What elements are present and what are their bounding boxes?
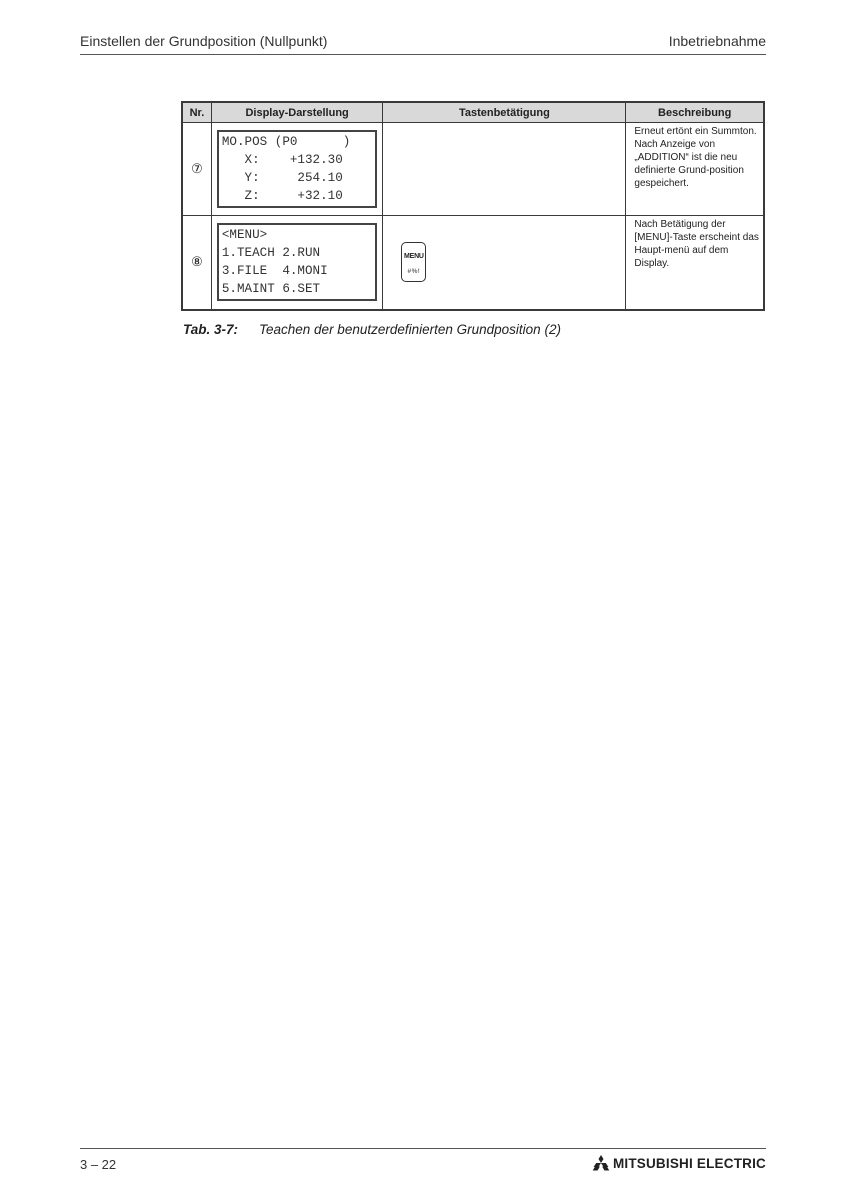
column-header-keys: Tastenbetätigung (383, 102, 626, 123)
brand-logo (592, 1155, 766, 1171)
menu-key-icon (401, 242, 426, 282)
caption-text: Teachen der benutzerdefinierten Grundposition (2) (259, 322, 561, 337)
column-header-description: Beschreibung (626, 102, 764, 123)
step-description: Nach Betätigung der [MENU]-Taste erscheint das Haupt-menü auf dem Display. (626, 216, 764, 310)
page-number: 3 – 22 (80, 1157, 117, 1172)
menu-key-label: MENU (403, 253, 424, 260)
display-cell (211, 123, 383, 216)
key-cell (383, 123, 626, 216)
lcd-display: <MENU> 1.TEACH 2.RUN 3.FILE 4.MONI 5.MAINT 6.SET (217, 223, 377, 301)
display-cell (211, 216, 383, 310)
procedure-table (181, 101, 765, 311)
table-row (182, 216, 764, 310)
table-caption (183, 322, 561, 337)
caption-number: Tab. 3-7: (183, 322, 239, 337)
menu-key-sublabel: #%! (407, 268, 421, 275)
table-header-row (182, 102, 764, 123)
key-cell (383, 216, 626, 310)
header-chapter-title: Einstellen der Grundposition (Nullpunkt) (80, 33, 328, 49)
mitsubishi-three-diamonds-icon (592, 1155, 610, 1171)
column-header-nr: Nr. (182, 102, 211, 123)
lcd-display: MO.POS (P0 ) X: +132.30 Y: 254.10 Z: +32.10 (217, 130, 377, 208)
brand-name: MITSUBISHI ELECTRIC (612, 1155, 766, 1171)
header-section-title: Inbetriebnahme (668, 33, 766, 49)
table-row (182, 123, 764, 216)
page-header (80, 32, 766, 55)
column-header-display: Display-Darstellung (211, 102, 383, 123)
step-description: Erneut ertönt ein Summton. Nach Anzeige von „ADDITION“ ist die neu definierte Grund-position gespeichert. (626, 123, 764, 216)
step-number: ⑧ (182, 216, 211, 310)
page-footer (80, 1148, 766, 1179)
step-number: ⑦ (182, 123, 211, 216)
